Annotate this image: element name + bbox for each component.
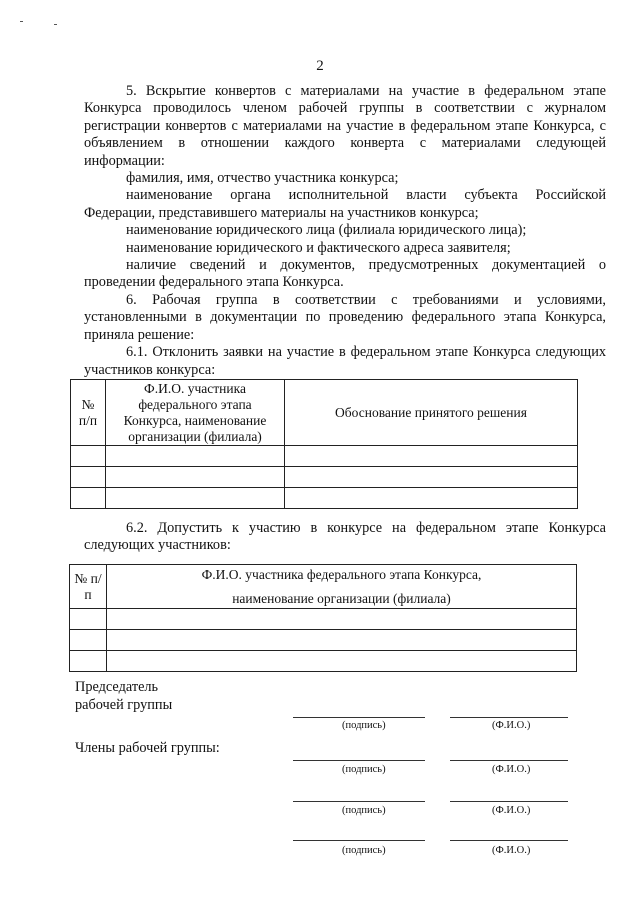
name-line <box>450 717 568 718</box>
list-item: наименование органа исполнительной власти субъекта Российской Федерации, представившего материалы на участников конкурса; <box>84 187 606 221</box>
chair-label-line1: Председатель <box>75 679 159 695</box>
signature-caption: (подпись) <box>342 805 386 816</box>
name-caption: (Ф.И.О.) <box>492 845 531 856</box>
name-line <box>450 760 568 761</box>
table-row <box>71 467 578 488</box>
list-item: наименование юридического лица (филиала юридического лица); <box>126 222 527 239</box>
table-row <box>70 651 577 672</box>
table-row <box>71 488 578 509</box>
name-line <box>450 801 568 802</box>
header-line: наименование организации (филиала) <box>232 590 451 606</box>
signature-line <box>293 840 425 841</box>
paragraph-5: 5. Вскрытие конвертов с материалами на участие в федеральном этапе Конкурса проводилось членом рабочей группы в соответствии с журналом регистрации конвертов с материалами на участие в федеральном этапе Конкурса, с объявлением в отношении каждого конверта с материалами следующей информации: <box>84 83 606 169</box>
signature-line <box>293 801 425 802</box>
paragraph-6: 6. Рабочая группа в соответствии с требованиями и условиями, установленными в документации по проведению федерального этапа Конкурса, приняла решение: <box>84 291 606 343</box>
table-header-number: № п/п <box>71 380 106 446</box>
rejected-participants-table <box>70 379 578 509</box>
list-item: фамилия, имя, отчество участника конкурса; <box>126 170 399 187</box>
body-text <box>84 83 606 379</box>
table-header-number: № п/п <box>70 565 107 609</box>
signature-line <box>293 760 425 761</box>
signature-caption: (подпись) <box>342 764 386 775</box>
signature-line <box>293 717 425 718</box>
paragraph-6-2: 6.2. Допустить к участию в конкурсе на федеральном этапе Конкурса следующих участников: <box>84 520 606 554</box>
admitted-participants-table <box>69 564 577 672</box>
header-line: Ф.И.О. участника федерального этапа Конкурса, <box>201 566 482 582</box>
table-row <box>70 609 577 630</box>
table-row <box>71 446 578 467</box>
chair-label-line2: рабочей группы <box>75 697 173 713</box>
signature-caption: (подпись) <box>342 845 386 856</box>
list-item: наименование юридического и фактического адреса заявителя; <box>126 239 511 256</box>
table-header-reason: Обоснование принятого решения <box>285 380 578 446</box>
scan-speck <box>54 24 57 25</box>
paragraph-6-1: 6.1. Отклонить заявки на участие в федеральном этапе Конкурса следующих участников конкурса: <box>84 344 606 378</box>
name-caption: (Ф.И.О.) <box>492 720 531 731</box>
name-line <box>450 840 568 841</box>
table-row <box>70 630 577 651</box>
name-caption: (Ф.И.О.) <box>492 805 531 816</box>
name-caption: (Ф.И.О.) <box>492 764 531 775</box>
scan-speck <box>20 21 23 22</box>
members-label: Члены рабочей группы: <box>75 740 220 756</box>
table-header-participant: Ф.И.О. участника федерального этапа Конкурса, наименование организации (филиала) <box>106 380 285 446</box>
signature-caption: (подпись) <box>342 720 386 731</box>
table-header-participant <box>107 565 577 609</box>
list-item: наличие сведений и документов, предусмотренных документацией о проведении федерального этапа Конкурса. <box>84 257 606 291</box>
page-number: 2 <box>316 58 324 74</box>
